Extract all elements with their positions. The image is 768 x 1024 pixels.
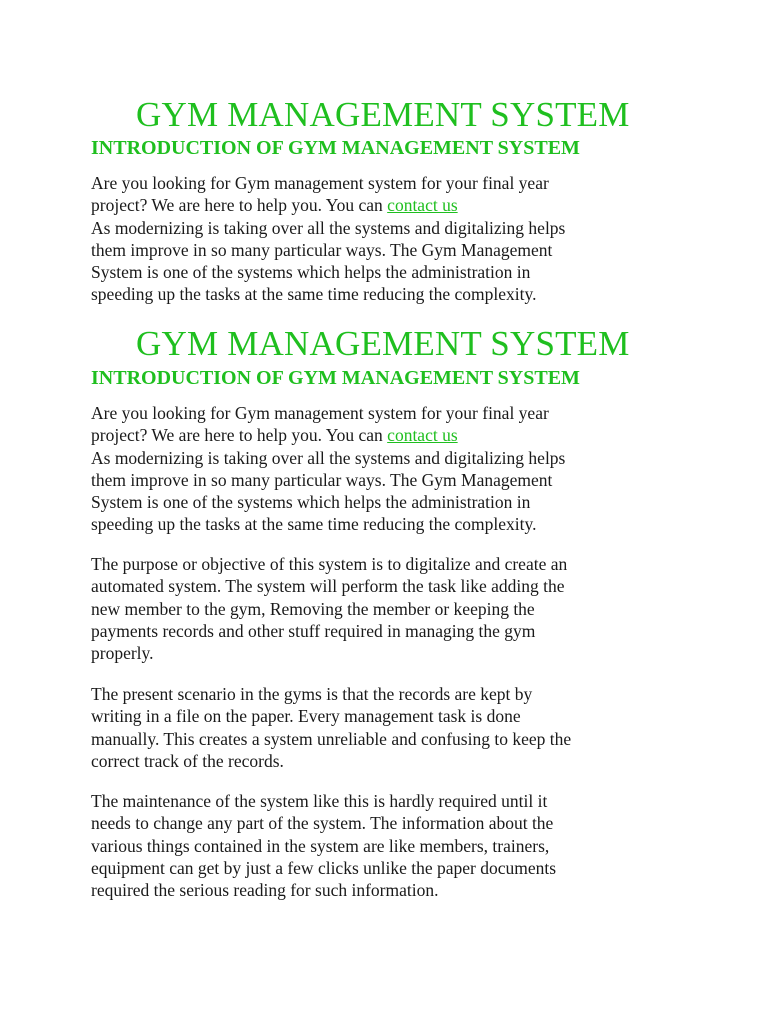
intro-continuation: As modernizing is taking over all the systems and digitalizing helps them improve in so many particular ways. The Gym Management System is one of the systems which helps the administration in speeding up the tasks at the same time reducing the complexity. <box>91 217 566 305</box>
contact-us-link[interactable]: contact us <box>387 195 458 216</box>
page-title-repeat: GYM MANAGEMENT SYSTEM <box>136 324 630 363</box>
intro-paragraph <box>91 172 565 217</box>
section-subtitle: INTRODUCTION OF GYM MANAGEMENT SYSTEM <box>91 137 580 159</box>
contact-us-link[interactable]: contact us <box>387 425 458 446</box>
intro-block <box>91 172 565 306</box>
intro-block-repeat <box>91 402 565 536</box>
intro-paragraph <box>91 402 565 447</box>
intro-continuation: As modernizing is taking over all the systems and digitalizing helps them improve in so many particular ways. The Gym Management System is one of the systems which helps the administration in speeding up the tasks at the same time reducing the complexity. <box>91 447 566 535</box>
intro-text: Are you looking for Gym management system for your final year project? We are here to help you. You can <box>91 173 549 216</box>
present-scenario-paragraph: The present scenario in the gyms is that the records are kept by writing in a file on the paper. Every management task is done manually. This creates a system unreliable and confusing to keep the correct track of the records. <box>91 684 572 771</box>
section-subtitle-repeat: INTRODUCTION OF GYM MANAGEMENT SYSTEM <box>91 367 580 389</box>
purpose-paragraph: The purpose or objective of this system is to digitalize and create an automated system. The system will perform the task like adding the new member to the gym, Removing the member or keeping the payments records and other stuff required in managing the gym properly. <box>91 554 568 664</box>
maintenance-paragraph: The maintenance of the system like this is hardly required until it needs to change any part of the system. The information about the various things contained in the system are like members, trainers, equipment can get by just a few clicks unlike the paper documents required the serious reading for such information. <box>91 791 557 901</box>
page-title: GYM MANAGEMENT SYSTEM <box>136 95 630 134</box>
intro-text: Are you looking for Gym management system for your final year project? We are here to help you. You can <box>91 403 549 446</box>
